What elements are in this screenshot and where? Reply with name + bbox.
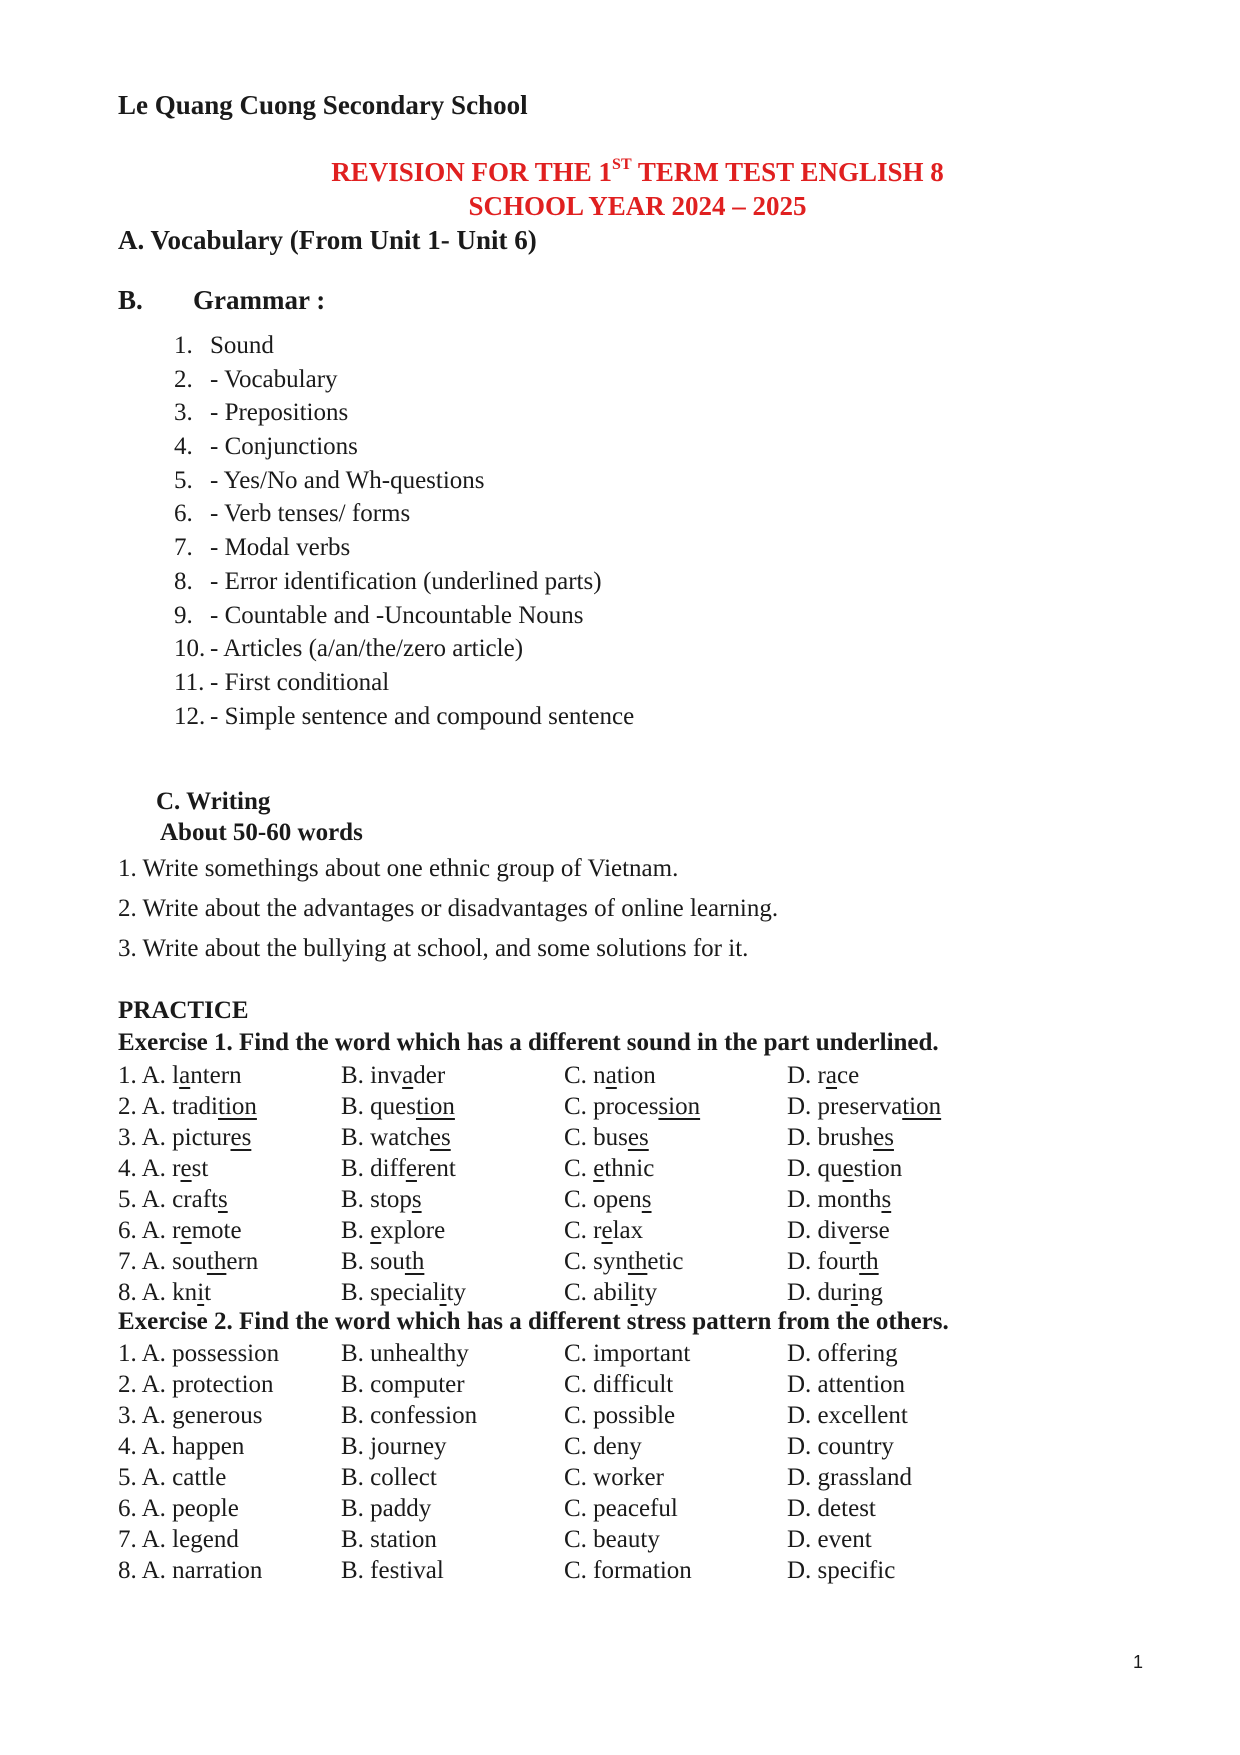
- answer-option: B. unhealthy: [341, 1340, 469, 1367]
- answer-option: [341, 1215, 445, 1246]
- option-text: C. syn: [564, 1248, 628, 1275]
- answer-option: 4. A. happen: [118, 1433, 245, 1460]
- option-text: C. r: [564, 1217, 602, 1244]
- answer-option: 7. A. legend: [118, 1526, 239, 1553]
- grammar-topic-text: - Articles (a/an/the/zero article): [210, 635, 524, 663]
- title-superscript: ST: [612, 156, 632, 173]
- answer-option: [118, 1246, 258, 1277]
- answer-option: [787, 1184, 891, 1215]
- grammar-topic-item: [174, 632, 634, 666]
- option-text: B. ques: [341, 1093, 416, 1120]
- answer-option: [564, 1060, 656, 1091]
- option-text: ty: [446, 1279, 466, 1306]
- option-text: B. stop: [341, 1186, 412, 1213]
- option-text: 2. A. tradi: [118, 1093, 218, 1120]
- underlined-part: e: [593, 1155, 605, 1182]
- grammar-topic-number: 10.: [174, 635, 206, 663]
- answer-option: [564, 1122, 649, 1153]
- underlined-part: es: [627, 1124, 649, 1151]
- answer-option: [787, 1246, 879, 1277]
- grammar-topic-text: - Simple sentence and compound sentence: [210, 702, 635, 730]
- answer-option: C. important: [564, 1340, 691, 1367]
- option-text: t: [204, 1279, 212, 1306]
- answer-option: [118, 1122, 251, 1153]
- option-text: lax: [612, 1217, 644, 1244]
- option-text: etic: [647, 1248, 684, 1275]
- grammar-topic-number: 4.: [174, 433, 193, 461]
- underlined-part: th: [404, 1248, 425, 1275]
- answer-option: [341, 1122, 451, 1153]
- answer-option: B. confession: [341, 1402, 478, 1429]
- answer-option: 6. A. people: [118, 1495, 239, 1522]
- option-text: ty: [637, 1279, 658, 1306]
- answer-option: [787, 1060, 859, 1091]
- option-text: 4. A. r: [118, 1155, 181, 1182]
- answer-option: [787, 1122, 894, 1153]
- section-c-subtitle: About 50-60 words: [160, 819, 363, 846]
- section-b-heading: Grammar :: [193, 285, 326, 315]
- grammar-topic-number: 6.: [174, 500, 193, 528]
- option-text: rent: [416, 1155, 456, 1182]
- grammar-topic-item: [174, 329, 634, 363]
- grammar-topic-list: [174, 329, 634, 733]
- answer-option: [564, 1184, 652, 1215]
- underlined-part: th: [206, 1248, 227, 1275]
- title-text-end: TERM TEST ENGLISH 8: [631, 157, 944, 187]
- option-text: rse: [860, 1217, 890, 1244]
- option-text: ce: [837, 1062, 860, 1089]
- option-text: B. special: [341, 1279, 440, 1306]
- grammar-topic-number: 8.: [174, 567, 193, 595]
- underlined-part: i: [630, 1279, 638, 1306]
- option-text: D. four: [787, 1248, 860, 1275]
- underlined-part: e: [601, 1217, 613, 1244]
- answer-option: B. journey: [341, 1433, 447, 1460]
- underlined-part: e: [180, 1217, 192, 1244]
- grammar-topic-text: - Error identification (underlined parts): [210, 567, 602, 595]
- underlined-part: es: [873, 1124, 894, 1151]
- underlined-part: a: [605, 1062, 617, 1089]
- option-text: thnic: [604, 1155, 655, 1182]
- exercise-2-heading: Exercise 2. Find the word which has a different stress pattern from the others.: [118, 1308, 949, 1335]
- answer-option: [341, 1246, 424, 1277]
- answer-option: 2. A. protection: [118, 1371, 274, 1398]
- answer-option: C. deny: [564, 1433, 642, 1460]
- answer-option: B. computer: [341, 1371, 465, 1398]
- grammar-topic-text: - Verb tenses/ forms: [210, 500, 411, 528]
- answer-option: [341, 1184, 422, 1215]
- title-text: REVISION FOR THE 1: [331, 157, 613, 187]
- grammar-topic-item: [174, 700, 634, 734]
- option-text: D. brush: [787, 1124, 874, 1151]
- answer-option: D. offering: [787, 1340, 898, 1367]
- grammar-topic-text: - Modal verbs: [210, 534, 351, 562]
- option-text: B. diff: [341, 1155, 406, 1182]
- option-text: ng: [857, 1279, 883, 1306]
- grammar-topic-number: 9.: [174, 601, 193, 629]
- underlined-part: i: [850, 1279, 858, 1306]
- underlined-part: a: [825, 1062, 837, 1089]
- option-text: C.: [564, 1155, 594, 1182]
- answer-option: D. grassland: [787, 1464, 912, 1491]
- underlined-part: es: [429, 1124, 451, 1151]
- answer-option: D. country: [787, 1433, 894, 1460]
- option-text: 3. A. pictur: [118, 1124, 231, 1151]
- option-text: st: [191, 1155, 209, 1182]
- underlined-part: s: [411, 1186, 422, 1213]
- section-b-letter: B.: [118, 285, 143, 315]
- underlined-part: th: [627, 1248, 648, 1275]
- option-text: D. qu: [787, 1155, 843, 1182]
- underlined-part: s: [217, 1186, 228, 1213]
- underlined-part: e: [849, 1217, 861, 1244]
- answer-option: [118, 1215, 242, 1246]
- answer-option: [564, 1277, 657, 1308]
- practice-heading: PRACTICE: [118, 997, 249, 1024]
- grammar-topic-item: [174, 396, 634, 430]
- answer-option: [787, 1153, 902, 1184]
- underlined-part: e: [370, 1217, 382, 1244]
- underlined-part: tion: [218, 1093, 257, 1120]
- answer-option: [118, 1153, 208, 1184]
- grammar-topic-number: 7.: [174, 534, 193, 562]
- option-text: D. preserva: [787, 1093, 903, 1120]
- grammar-topic-text: - Yes/No and Wh-questions: [210, 466, 485, 494]
- answer-option: 1. A. possession: [118, 1340, 280, 1367]
- answer-option: [787, 1277, 883, 1308]
- page-number: 1: [1133, 1652, 1144, 1672]
- section-c-heading: C. Writing: [156, 788, 271, 815]
- answer-option: D. specific: [787, 1557, 896, 1584]
- option-text: 6. A. r: [118, 1217, 181, 1244]
- option-text: ntern: [190, 1062, 242, 1089]
- grammar-topic-item: [174, 497, 634, 531]
- section-a-heading: A. Vocabulary (From Unit 1- Unit 6): [118, 225, 537, 255]
- grammar-topic-item: [174, 531, 634, 565]
- grammar-topic-text: Sound: [210, 332, 274, 359]
- answer-option: B. festival: [341, 1557, 444, 1584]
- option-text: D. dur: [787, 1279, 851, 1306]
- answer-option: D. excellent: [787, 1402, 908, 1429]
- document-title-line-1: [0, 157, 1240, 188]
- answer-option: [787, 1091, 941, 1122]
- underlined-part: i: [439, 1279, 447, 1306]
- answer-option: [118, 1184, 228, 1215]
- underlined-part: e: [842, 1155, 854, 1182]
- answer-option: [118, 1060, 242, 1091]
- answer-option: D. event: [787, 1526, 872, 1553]
- option-text: 8. A. kn: [118, 1279, 198, 1306]
- answer-option: [118, 1277, 211, 1308]
- writing-task-1: 1. Write somethings about one ethnic group of Vietnam.: [118, 855, 679, 882]
- option-text: B. watch: [341, 1124, 430, 1151]
- option-text: stion: [853, 1155, 903, 1182]
- answer-option: C. beauty: [564, 1526, 660, 1553]
- answer-option: [564, 1246, 683, 1277]
- option-text: tion: [616, 1062, 656, 1089]
- grammar-topic-item: [174, 565, 634, 599]
- underlined-part: es: [230, 1124, 252, 1151]
- option-text: C. abil: [564, 1279, 631, 1306]
- answer-option: [118, 1091, 257, 1122]
- grammar-topic-text: - Countable and -Uncountable Nouns: [210, 601, 584, 629]
- answer-option: [564, 1215, 643, 1246]
- answer-option: C. formation: [564, 1557, 692, 1584]
- answer-option: C. difficult: [564, 1371, 674, 1398]
- writing-task-2: 2. Write about the advantages or disadvantages of online learning.: [118, 895, 779, 922]
- grammar-topic-item: [174, 599, 634, 633]
- grammar-topic-number: 2.: [174, 365, 193, 393]
- option-text: 7. A. sou: [118, 1248, 207, 1275]
- underlined-part: a: [179, 1062, 191, 1089]
- underlined-part: e: [405, 1155, 417, 1182]
- grammar-topic-number: 12.: [174, 702, 206, 730]
- underlined-part: a: [402, 1062, 414, 1089]
- underlined-part: s: [881, 1186, 892, 1213]
- option-text: C. bus: [564, 1124, 628, 1151]
- option-text: B. inv: [341, 1062, 403, 1089]
- option-text: der: [413, 1062, 446, 1089]
- underlined-part: tion: [416, 1093, 455, 1120]
- answer-option: C. possible: [564, 1402, 676, 1429]
- option-text: ern: [226, 1248, 259, 1275]
- answer-option: D. attention: [787, 1371, 906, 1398]
- option-text: B.: [341, 1217, 371, 1244]
- answer-option: [787, 1215, 890, 1246]
- grammar-topic-text: - Conjunctions: [210, 433, 358, 461]
- grammar-topic-item: [174, 363, 634, 397]
- grammar-topic-item: [174, 430, 634, 464]
- option-text: D. month: [787, 1186, 882, 1213]
- option-text: mote: [191, 1217, 242, 1244]
- underlined-part: th: [859, 1248, 879, 1275]
- answer-option: [341, 1153, 456, 1184]
- option-text: D. div: [787, 1217, 850, 1244]
- option-text: xplore: [381, 1217, 446, 1244]
- school-name: Le Quang Cuong Secondary School: [118, 90, 528, 120]
- answer-option: [341, 1060, 445, 1091]
- grammar-topic-number: 1.: [174, 332, 193, 359]
- document-title-line-2: SCHOOL YEAR 2024 – 2025: [468, 191, 807, 221]
- exercise-1-heading: Exercise 1. Find the word which has a different sound in the part underlined.: [118, 1029, 939, 1056]
- option-text: D. r: [787, 1062, 826, 1089]
- grammar-topic-item: [174, 666, 634, 700]
- grammar-topic-text: - First conditional: [210, 668, 390, 696]
- answer-option: [564, 1091, 700, 1122]
- option-text: C. n: [564, 1062, 606, 1089]
- option-text: B. sou: [341, 1248, 405, 1275]
- answer-option: 5. A. cattle: [118, 1464, 227, 1491]
- answer-option: B. station: [341, 1526, 437, 1553]
- answer-option: B. paddy: [341, 1495, 432, 1522]
- grammar-topic-number: 11.: [174, 668, 205, 696]
- grammar-topic-text: - Vocabulary: [210, 365, 338, 393]
- underlined-part: tion: [902, 1093, 942, 1120]
- answer-option: B. collect: [341, 1464, 437, 1491]
- option-text: C. proces: [564, 1093, 659, 1120]
- option-text: 1. A. l: [118, 1062, 180, 1089]
- grammar-topic-item: [174, 464, 634, 498]
- answer-option: [564, 1153, 654, 1184]
- answer-option: 8. A. narration: [118, 1557, 263, 1584]
- underlined-part: s: [641, 1186, 652, 1213]
- option-text: C. open: [564, 1186, 642, 1213]
- answer-option: C. worker: [564, 1464, 664, 1491]
- answer-option: [341, 1277, 466, 1308]
- writing-task-3: 3. Write about the bullying at school, and some solutions for it.: [118, 935, 749, 962]
- grammar-topic-text: - Prepositions: [210, 399, 349, 427]
- answer-option: D. detest: [787, 1495, 876, 1522]
- underlined-part: e: [180, 1155, 192, 1182]
- grammar-topic-number: 5.: [174, 466, 193, 494]
- underlined-part: i: [197, 1279, 205, 1306]
- grammar-topic-number: 3.: [174, 399, 193, 427]
- option-text: 5. A. craft: [118, 1186, 218, 1213]
- underlined-part: sion: [658, 1093, 701, 1120]
- answer-option: C. peaceful: [564, 1495, 678, 1522]
- answer-option: 3. A. generous: [118, 1402, 263, 1429]
- answer-option: [341, 1091, 455, 1122]
